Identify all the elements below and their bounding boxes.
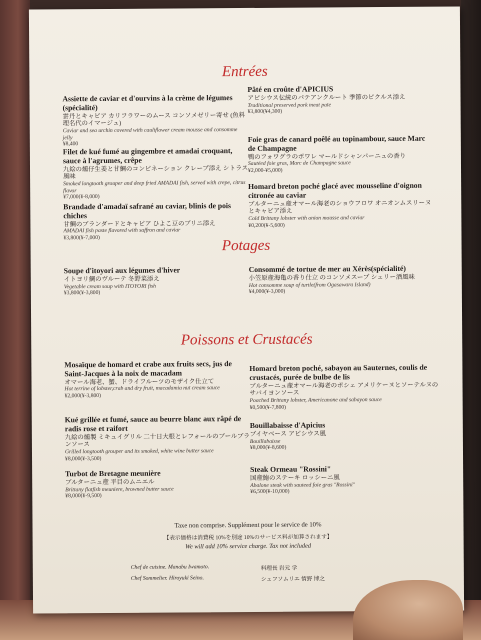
section-title-potages: Potages — [221, 237, 271, 255]
section-title-entrees: Entrées — [221, 63, 268, 81]
dish-name-fr: Bouillabaisse d'Apicius — [249, 420, 326, 430]
dish-name-jp: 雲丹とキャビア カリフラワーのムース コンソメゼリー寄せ (魚料理名代のイマージュ) — [62, 111, 246, 128]
menu-item — [249, 265, 439, 296]
chef-name: Chef de cuisine. Manabu Iwamoto. — [130, 564, 210, 571]
table-background-right — [461, 0, 481, 640]
dish-name-jp: ブルターニュ産 平目のムニエル — [65, 478, 155, 487]
dish-price: ¥3,800(¥-7,000) — [63, 235, 100, 242]
dish-price: ¥3,800(¥4,300) — [247, 108, 283, 116]
menu-item — [248, 182, 433, 230]
dish-name-en: Hot consomme soup of turtle(from Ogasawara Island) — [248, 281, 371, 289]
dish-name-jp: ブイヤベース アピシウス風 — [249, 430, 326, 438]
dish-name-en: Caviar and sea urchin covered with cauliflower cream mousse and consomme jelly — [62, 127, 238, 141]
menu-item — [250, 421, 435, 452]
dish-name-en: Vegetable cream soup with ITOYORI fish — [63, 283, 156, 290]
chef-name-jp: 料理長 岩元 学 — [260, 565, 298, 572]
dish-price: ¥6,500(¥-10,000) — [250, 488, 290, 496]
dish-name-fr: Brandade d'amadaï safrané au caviar, blinis de pois chiches — [63, 201, 231, 221]
menu-item — [248, 135, 433, 175]
menu-item — [63, 147, 248, 201]
dish-name-jp: ブルターニュ産オマール海老のポシェ アメリケーヌとソーテルヌのサバイヨンソース — [249, 381, 439, 398]
dish-price: ¥7,000(¥-8,000) — [63, 194, 100, 201]
dish-name-en: Sautéed foie gras, Marc de Champagne sauce — [247, 160, 351, 168]
dish-name-jp: 国産鮑のステーキ ロッシーニ風 — [250, 474, 340, 482]
dish-name-fr: Turbot de Bretagne meunière — [65, 468, 161, 479]
service-note-en: We will add 10% service charge. Tax not included — [185, 542, 312, 551]
dish-price: ¥4,000(¥-3,000) — [248, 288, 286, 296]
dish-name-fr: Pâté en croûte d'APICIUS — [247, 84, 334, 94]
menu-card — [29, 7, 464, 614]
sommelier-name-jp: シェフソムリエ 情野 博之 — [260, 576, 325, 583]
dish-name-en: Smoked longtooth grouper and deep fried AMADAI fish, served with crepe, citrus flavor — [63, 180, 246, 194]
dish-name-jp: 九絵の燻仔生姜と甘鯛のコンビネーション クレープ添え シトラス風味 — [62, 164, 249, 181]
dish-price: ¥8,000(¥-8,600) — [249, 444, 287, 452]
dish-name-jp: ブルターニュ産オマール海老のショウフロワ オニオンムスリーヌとキャビア添え — [248, 199, 432, 216]
service-note: Taxe non comprise. Supplément pour le service de 10% — [174, 521, 322, 530]
dish-price: ¥3,800(¥-3,800) — [63, 290, 101, 297]
dish-name-en: Grilled longtooth grouper and its smoked, white wine butter sauce — [64, 448, 214, 456]
dish-name-en: Cold Brittany lobster with onion mousse and caviar — [248, 215, 365, 222]
dish-price: ¥8,400 — [62, 141, 79, 148]
dish-price: ¥8,000(¥-9,500) — [65, 493, 102, 500]
section-title-poissons: Poissons et Crustacés — [180, 331, 313, 349]
dish-name-jp: アピシウス伝統のパテアンクルート 季節のピクルス添え — [247, 93, 406, 102]
dish-name-jp: 九絵の燻製 ミキュイグリル 二十日大根とレフォールのブールブランソース — [64, 432, 250, 449]
dish-price: ¥2,000-¥5,000) — [248, 167, 283, 175]
menu-item — [64, 360, 249, 400]
menu-item — [65, 415, 250, 463]
dish-name-fr: Steak Ormeau "Rossini" — [250, 464, 332, 474]
dish-price: ¥2,000(¥-3,800) — [64, 393, 101, 400]
dish-name-jp: 鴨のフォワグラのポワレ マールドシャンパーニュの香り — [247, 152, 406, 161]
dish-name-en: Poached Brittany lobster, Americanone and sabayon sauce — [249, 397, 382, 404]
dish-name-en: Abalone steak with sauteed foie gras "Rossini" — [250, 481, 356, 489]
dish-name-fr: Assiette de caviar et d'ourvins à la crème de légumes (spécialité) — [62, 93, 233, 113]
dish-name-fr: Filet de kué fumé au gingembre et amadai croquant, sauce à l'agrumes, crêpe — [62, 146, 233, 166]
menu-item — [62, 94, 247, 148]
menu-item — [63, 202, 248, 242]
dish-name-en: AMADAI fish paste flavored with saffron and caviar — [63, 227, 181, 235]
menu-item — [250, 465, 435, 496]
dish-name-jp: オマール海老、蟹、ドライフルーツのモザイク仕立て — [64, 378, 215, 387]
dish-price: ¥0,500(¥-7,800) — [249, 404, 287, 411]
dish-name-en: Hot terrine of lobster,crab and dry fruit, macadamia nut cream sauce — [64, 385, 220, 393]
dish-name-jp: イトヨリ鯛のヴルーテ 冬野菜添え — [63, 275, 160, 284]
menu-item — [64, 266, 249, 297]
dish-price: ¥0,200(¥-5,600) — [248, 222, 285, 229]
dish-name-fr: Mosaïque de homard et crabe aux fruits secs, jus de Saint-Jacques à la noix de macadam — [64, 359, 232, 379]
dish-name-en: Traditional preserved pork meat pate — [247, 101, 331, 109]
dish-name-fr: Soupe d'itoyori aux légumes d'hiver — [63, 265, 181, 276]
service-note-jp: 【表示価格は消費税 10%を別途 10%のサービス料が加算されます】 — [163, 534, 333, 542]
menu-item — [249, 364, 439, 412]
dish-name-fr: Kué grillée et fumé, sauce au beurre blanc aux râpé de radis rose et raifort — [64, 414, 242, 434]
dish-name-fr: Consommé de tortue de mer au Xérès(spécialité) — [248, 263, 406, 274]
dish-name-en: Brittany flatfish meuniere, browned butter sauce — [65, 486, 174, 493]
table-background-left — [0, 0, 30, 640]
dish-name-jp: 小笠原産海亀の香り仕立 のコンソメスープ シェリー酒風味 — [248, 273, 415, 282]
menu-item — [247, 85, 432, 116]
dish-name-fr: Foie gras de canard poêlé au topinambour, sauce Marc de Champagne — [247, 133, 426, 153]
dish-name-en: Bouillabaisse — [249, 438, 281, 445]
menu-item — [65, 469, 250, 500]
dish-name-fr: Homard breton poché, sabayon au Sauternes, coulis de crustacés, purée de bulbe de lis — [249, 362, 428, 382]
sommelier-name: Chef Sommelier. Hiroyuki Seino. — [130, 575, 204, 582]
dish-price: ¥8,000(¥-3,500) — [65, 455, 102, 462]
dish-name-fr: Homard breton poché glacé avec mousseline d'oignon citronée au caviar — [248, 180, 422, 200]
dish-name-jp: 甘鯛のブランダードとキャビア ひよこ豆のブリニ添え — [63, 220, 216, 229]
